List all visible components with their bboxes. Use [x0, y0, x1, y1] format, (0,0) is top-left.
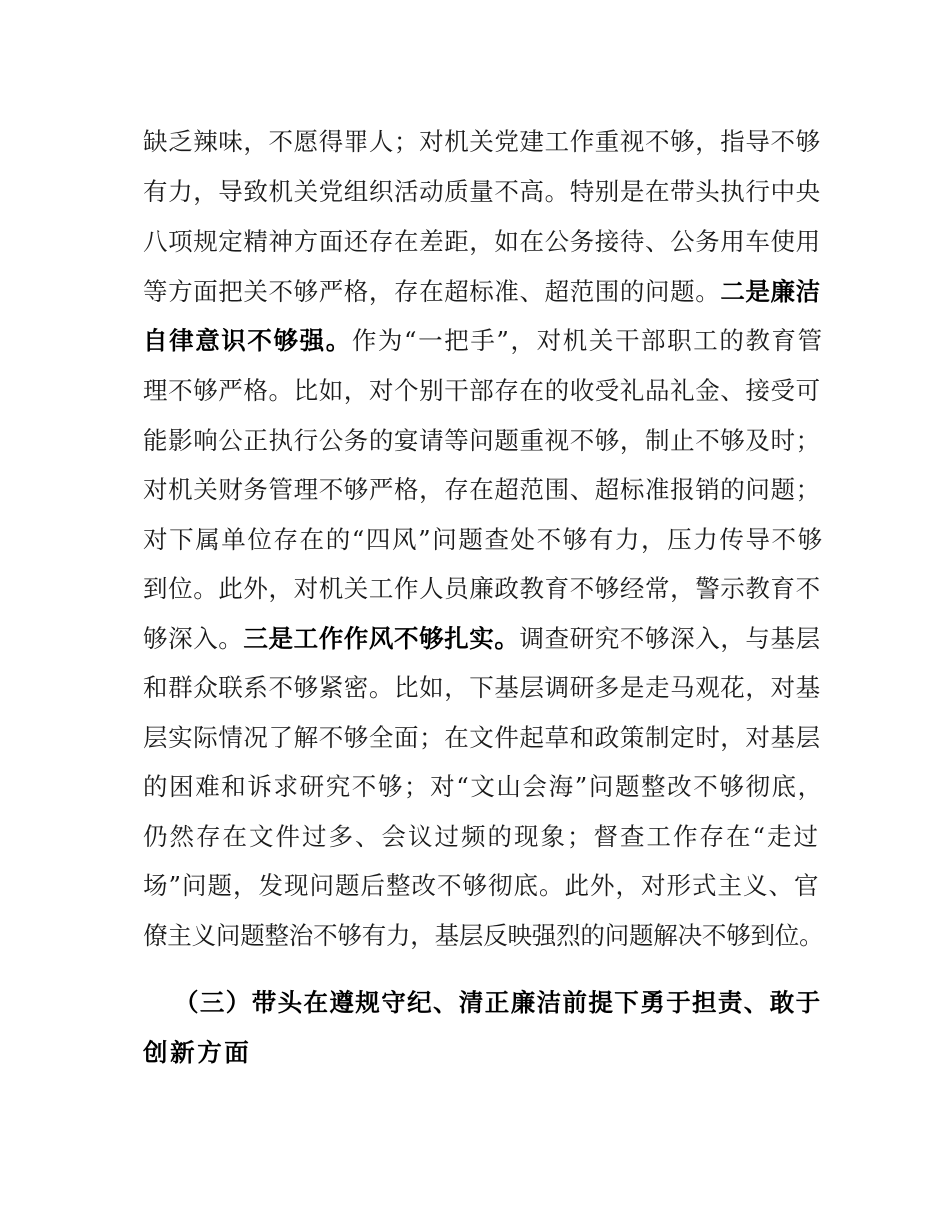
section-heading: （三）带头在遵规守纪、清正廉洁前提下勇于担责、敢于 — [174, 988, 822, 1017]
paragraph-line: 够深入。三是工作作风不够扎实。调查研究不够深入，与基层 — [143, 624, 821, 653]
paragraph-line: 场”问题，发现问题后整改不够彻底。此外，对形式主义、官 — [143, 871, 820, 900]
paragraph-line: 等方面把关不够严格，存在超标准、超范围的问题。二是廉洁 — [143, 277, 821, 306]
bold-emphasis: 二是廉洁 — [720, 277, 821, 306]
bold-emphasis: 三是工作作风不够扎实。 — [243, 624, 520, 653]
paragraph-line: 层实际情况了解不够全面；在文件起草和政策制定时，对基层 — [143, 723, 821, 752]
paragraph-line: 能影响公正执行公务的宴请等问题重视不够，制止不够及时； — [143, 426, 821, 455]
paragraph-line: 理不够严格。比如，对个别干部存在的收受礼品礼金、接受可 — [143, 376, 821, 405]
section-heading-continued: 创新方面 — [143, 1038, 252, 1067]
paragraph-line: 有力，导致机关党组织活动质量不高。特别是在带头执行中央 — [143, 177, 821, 206]
paragraph-line: 缺乏辣味，不愿得罪人；对机关党建工作重视不够，指导不够 — [143, 127, 821, 156]
paragraph-line: 僚主义问题整治不够有力，基层反映强烈的问题解决不够到位。 — [143, 921, 824, 950]
paragraph-line: 对机关财务管理不够严格，存在超范围、超标准报销的问题； — [143, 475, 821, 504]
bold-emphasis: 自律意识不够强。 — [143, 326, 352, 355]
paragraph-line: 自律意识不够强。作为“一把手”，对机关干部职工的教育管 — [143, 326, 824, 355]
paragraph-line: 的困难和诉求研究不够；对“文山会海”问题整改不够彻底， — [143, 772, 824, 801]
paragraph-line: 仍然存在文件过多、会议过频的现象；督查工作存在“走过 — [143, 822, 821, 851]
paragraph-line: 八项规定精神方面还存在差距，如在公务接待、公务用车使用 — [143, 227, 821, 256]
paragraph-line: 到位。此外，对机关工作人员廉政教育不够经常，警示教育不 — [143, 574, 821, 603]
paragraph-line: 和群众联系不够紧密。比如，下基层调研多是走马观花，对基 — [143, 673, 821, 702]
paragraph-line: 对下属单位存在的“四风”问题查处不够有力，压力传导不够 — [143, 525, 824, 554]
